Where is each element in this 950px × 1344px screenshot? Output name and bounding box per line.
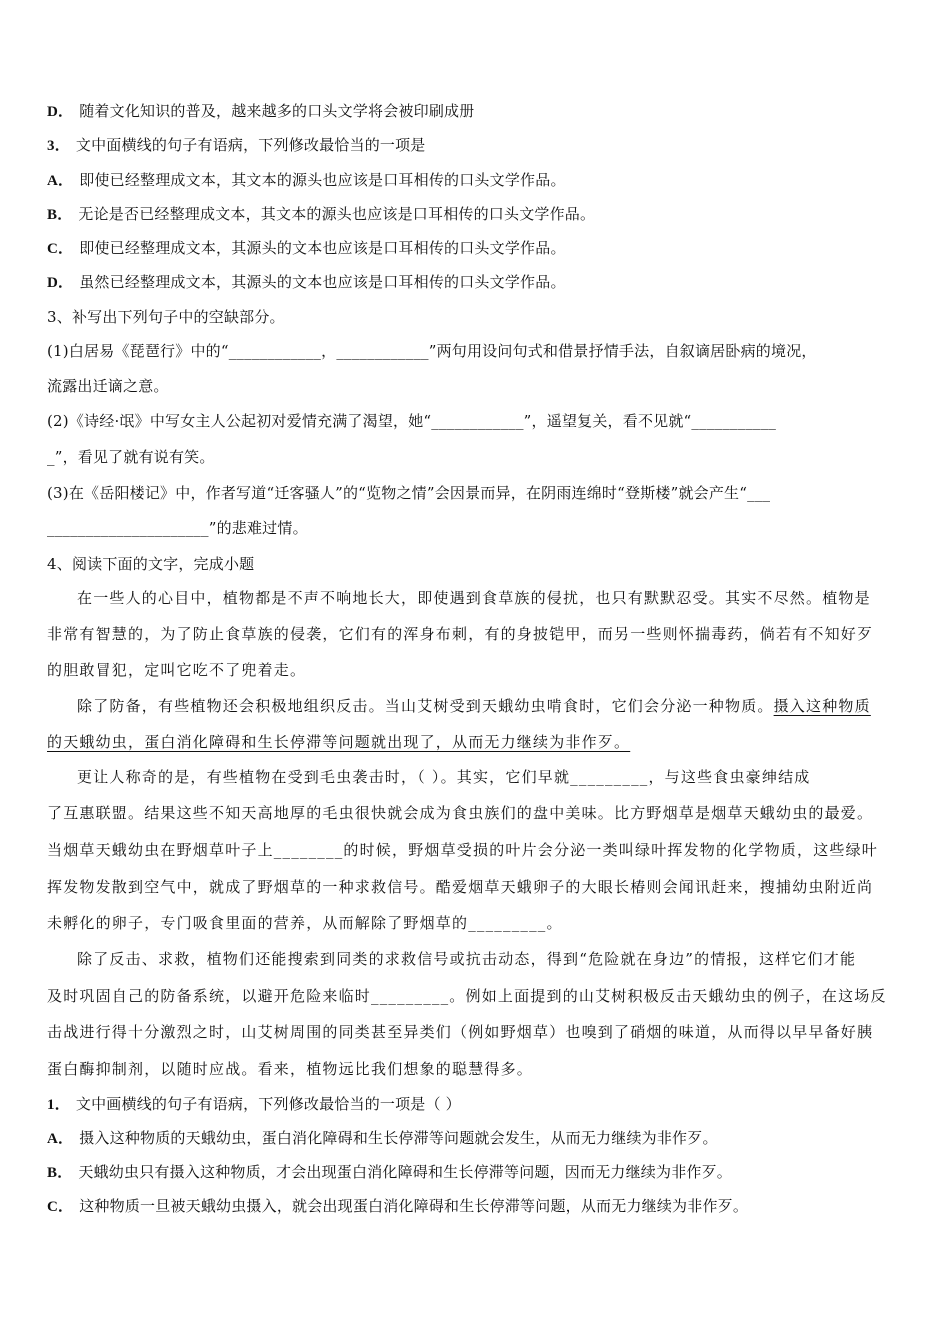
section3-item1: (1)白居易《琵琶行》中的“____________，____________”两句用设问句式和借景抒情手法，自叙谪居卧病的境况，: [47, 342, 817, 360]
passage-line: [77, 695, 907, 717]
section3-heading: 3、补写出下列句子中的空缺部分。: [47, 308, 285, 326]
option-label: B．: [47, 1165, 73, 1181]
section3-item2: (2)《诗经·氓》中写女主人公起初对爱情充满了渴望，她“____________”，遥望复关，看不见就“___________: [47, 412, 777, 430]
option-text: 摄入这种物质的天蛾幼虫，蛋白消化障碍和生长停滞等问题就会发生，从而无力继续为非作歹。: [79, 1129, 718, 1147]
underlined-sentence: 摄入这种物质: [773, 697, 871, 715]
section3-item3: (3)在《岳阳楼记》中，作者写道“迁客骚人”的“览物之情”会因景而异，在阴雨连绵时“登斯楼”就会产生“___: [47, 484, 771, 502]
passage-line: 的胆敢冒犯，定叫它吃不了兜着走。: [47, 661, 307, 679]
question-text: 文中画横线的句子有语病，下列修改最恰当的一项是（ ）: [75, 1095, 461, 1113]
passage-line: 未孵化的卵子，专门吸食里面的营养，从而解除了野烟草的_________。: [47, 914, 563, 932]
passage-line: 蛋白酶抑制剂，以随时应战。看来，植物远比我们想象的聪慧得多。: [47, 1060, 534, 1078]
passage-line: 及时巩固自己的防备系统，以避开危险来临时_________。例如上面提到的山艾树积极反击天蛾幼虫的例子，在这场反: [47, 987, 887, 1005]
option-label: A．: [47, 173, 74, 189]
passage-line: 挥发物发散到空气中，就成了野烟草的一种求救信号。酷爱烟草天蛾卵子的大眼长椿则会闻讯赶来，搜捕幼虫附近尚: [47, 878, 874, 896]
q1-stem: [47, 1093, 907, 1116]
option-label: D．: [47, 104, 74, 120]
option-label: B．: [47, 207, 73, 223]
section3-item1-cont: 流露出迁谪之意。: [47, 377, 169, 395]
q3-option-d: [47, 271, 907, 294]
passage-text: 除了防备，有些植物还会积极地组织反击。当山艾树受到天蛾幼虫啃食时，它们会分泌一种物质。: [77, 697, 774, 715]
option-text: 即使已经整理成文本，其文本的源头也应该是口耳相传的口头文学作品。: [79, 171, 566, 189]
section4-heading: 4、阅读下面的文字，完成小题: [47, 555, 255, 573]
prev-option-d: [47, 100, 907, 123]
option-text: 即使已经整理成文本，其源头的文本也应该是口耳相传的口头文学作品。: [79, 239, 566, 257]
question-text: 文中面横线的句子有语病，下列修改最恰当的一项是: [75, 136, 426, 154]
option-text: 这种物质一旦被天蛾幼虫摄入，就会出现蛋白消化障碍和生长停滞等问题，从而无力继续为非作歹。: [79, 1197, 749, 1215]
option-text: 天蛾幼虫只有摄入这种物质，才会出现蛋白消化障碍和生长停滞等问题，因而无力继续为非作歹。: [78, 1163, 733, 1181]
q1-option-c: [47, 1195, 907, 1218]
passage-line: 除了反击、求救，植物们还能搜索到同类的求救信号或抗击动态，得到“危险就在身边”的情报，这样它们才能: [77, 950, 857, 968]
q3-option-c: [47, 237, 907, 260]
passage-line: 非常有智慧的，为了防止食草族的侵袭，它们有的浑身布刺，有的身披铠甲，而另一些则怀揣毒药，倘若有不知好歹: [47, 625, 874, 643]
passage-line: 当烟草天蛾幼虫在野烟草叶子上________的时候，野烟草受损的叶片会分泌一类叫绿叶挥发物的化学物质，这些绿叶: [47, 841, 879, 859]
section3-item2-cont: _”，看见了就有说有笑。: [47, 448, 215, 466]
option-text: 无论是否已经整理成文本，其文本的源头也应该是口耳相传的口头文学作品。: [78, 205, 596, 223]
passage-line: 击战进行得十分激烈之时，山艾树周围的同类甚至异类们（例如野烟草）也嗅到了硝烟的味道，从而得以早早备好胰: [47, 1023, 874, 1041]
option-label: C．: [47, 241, 74, 257]
question-number: 1．: [47, 1097, 70, 1113]
section3-item3-cont: _____________________”的悲难过情。: [47, 519, 308, 537]
q3-option-a: [47, 169, 907, 192]
q3-stem: [47, 134, 907, 157]
option-label: A．: [47, 1131, 74, 1147]
option-label: C．: [47, 1199, 74, 1215]
q1-option-a: [47, 1127, 907, 1150]
question-number: 3．: [47, 138, 70, 154]
option-text: 随着文化知识的普及，越来越多的口头文学将会被印刷成册: [79, 102, 475, 120]
q3-option-b: [47, 203, 907, 226]
passage-line: 了互惠联盟。结果这些不知天高地厚的毛虫很快就会成为食虫族们的盘中美味。比方野烟草是烟草天蛾幼虫的最爱。: [47, 804, 874, 822]
underlined-sentence: 的天蛾幼虫，蛋白消化障碍和生长停滞等问题就出现了，从而无力继续为非作歹。: [47, 733, 631, 751]
passage-line: 在一些人的心目中，植物都是不声不响地长大，即使遇到食草族的侵扰，也只有默默忍受。其实不尽然。植物是: [77, 589, 871, 607]
passage-line: [47, 731, 907, 753]
passage-line: 更让人称奇的是，有些植物在受到毛虫袭击时，（ ）。其实，它们早就_________，与这些食虫豪绅结成: [77, 768, 811, 786]
option-text: 虽然已经整理成文本，其源头的文本也应该是口耳相传的口头文学作品。: [79, 273, 566, 291]
q1-option-b: [47, 1161, 907, 1184]
option-label: D．: [47, 275, 74, 291]
